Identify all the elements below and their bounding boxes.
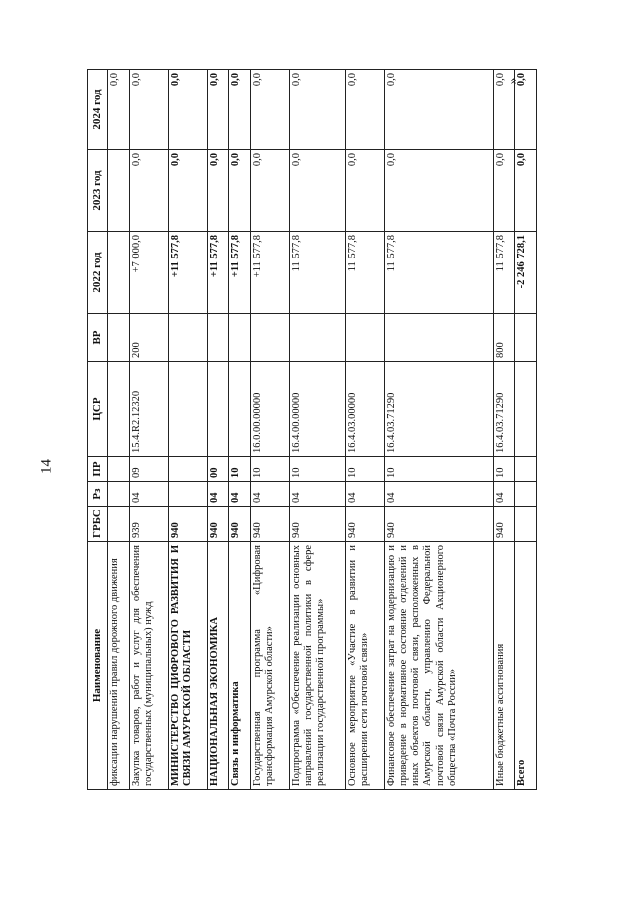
row-2023: 0,0 (168, 150, 207, 232)
row-rz: 04 (493, 482, 515, 507)
row-rz: 04 (207, 482, 229, 507)
row-2024: 0,0 (515, 70, 537, 150)
row-pr: 10 (229, 457, 251, 482)
row-2023: 0,0 (515, 150, 537, 232)
row-vr: 800 (493, 314, 515, 362)
row-grbs: 940 (493, 507, 515, 542)
table-row (229, 70, 251, 790)
row-csr (207, 362, 229, 457)
row-rz: 04 (385, 482, 493, 507)
row-csr: 16.4.03.71290 (385, 362, 493, 457)
row-vr (207, 314, 229, 362)
row-2022: +7 000,0 (129, 232, 168, 314)
row-2022: +11 577,8 (207, 232, 229, 314)
row-rz: 04 (250, 482, 289, 507)
row-name: НАЦИОНАЛЬНАЯ ЭКОНОМИКА (207, 542, 229, 790)
row-vr: 200 (129, 314, 168, 362)
row-vr (229, 314, 251, 362)
row-2022: +11 577,8 (168, 232, 207, 314)
row-grbs (108, 507, 130, 542)
page-number: 14 (38, 459, 55, 474)
header-2023: 2023 год (88, 150, 108, 232)
row-rz: 04 (129, 482, 168, 507)
row-vr (515, 314, 537, 362)
row-pr: 00 (207, 457, 229, 482)
closing-quote-mark: » (504, 77, 520, 85)
row-grbs: 940 (168, 507, 207, 542)
row-csr: 16.4.03.00000 (346, 362, 385, 457)
row-name: Иные бюджетные ассигнования (493, 542, 515, 790)
row-2022: +11 577,8 (229, 232, 251, 314)
row-pr: 10 (289, 457, 345, 482)
row-csr (229, 362, 251, 457)
table-row (289, 70, 345, 790)
table-row (385, 70, 493, 790)
row-rz: 04 (346, 482, 385, 507)
table-row (108, 70, 130, 790)
row-2024: 0,0 (207, 70, 229, 150)
row-2023: 0,0 (385, 150, 493, 232)
row-csr (108, 362, 130, 457)
row-grbs: 940 (346, 507, 385, 542)
row-2022: 11 577,8 (346, 232, 385, 314)
row-pr: 10 (385, 457, 493, 482)
row-vr (289, 314, 345, 362)
row-rz (515, 482, 537, 507)
row-grbs (515, 507, 537, 542)
row-pr (515, 457, 537, 482)
row-2024: 0,0 (108, 70, 130, 150)
row-2023: 0,0 (346, 150, 385, 232)
table-row (207, 70, 229, 790)
row-vr (346, 314, 385, 362)
row-vr (385, 314, 493, 362)
row-vr (250, 314, 289, 362)
row-pr: 10 (493, 457, 515, 482)
row-2023: 0,0 (493, 150, 515, 232)
row-csr: 16.4.00.00000 (289, 362, 345, 457)
header-rz: Рз (88, 482, 108, 507)
row-2023: 0,0 (250, 150, 289, 232)
row-2024: 0,0 (493, 70, 515, 150)
table-row (493, 70, 515, 790)
row-grbs: 940 (289, 507, 345, 542)
row-csr (515, 362, 537, 457)
row-grbs: 939 (129, 507, 168, 542)
row-pr: 10 (346, 457, 385, 482)
row-rz (168, 482, 207, 507)
row-csr: 15.4.R2.12320 (129, 362, 168, 457)
row-2024: 0,0 (250, 70, 289, 150)
rotated-budget-table-container (87, 70, 537, 790)
row-2022: 11 577,8 (385, 232, 493, 314)
row-vr (168, 314, 207, 362)
header-grbs: ГРБС (88, 507, 108, 542)
row-2023: 0,0 (129, 150, 168, 232)
table-row (168, 70, 207, 790)
row-2022: 11 577,8 (493, 232, 515, 314)
header-2024: 2024 год (88, 70, 108, 150)
row-name: МИНИСТЕРСТВО ЦИФРОВОГО РАЗВИТИЯ И СВЯЗИ АМУРСКОЙ ОБЛАСТИ (168, 542, 207, 790)
row-2023: 0,0 (207, 150, 229, 232)
row-2022 (108, 232, 130, 314)
row-name: Государственная программа «Цифровая трансформация Амурской области» (250, 542, 289, 790)
row-pr (168, 457, 207, 482)
budget-table (87, 69, 537, 790)
row-csr (168, 362, 207, 457)
row-csr: 16.4.03.71290 (493, 362, 515, 457)
row-grbs: 940 (250, 507, 289, 542)
row-csr: 16.0.00.00000 (250, 362, 289, 457)
row-grbs: 940 (385, 507, 493, 542)
row-2022: +11 577,8 (250, 232, 289, 314)
row-2024: 0,0 (289, 70, 345, 150)
row-name: Основное мероприятие «Участие в развитии и расширении сети почтовой связи» (346, 542, 385, 790)
row-2024: 0,0 (346, 70, 385, 150)
row-2023: 0,0 (289, 150, 345, 232)
header-name: Наименование (88, 542, 108, 790)
row-rz: 04 (289, 482, 345, 507)
row-pr: 10 (250, 457, 289, 482)
row-name: Всего (515, 542, 537, 790)
table-row (129, 70, 168, 790)
row-2024: 0,0 (385, 70, 493, 150)
row-name: Связь и информатика (229, 542, 251, 790)
row-name: фиксации нарушений правил дорожного движения (108, 542, 130, 790)
header-vr: ВР (88, 314, 108, 362)
row-2024: 0,0 (229, 70, 251, 150)
row-rz: 04 (229, 482, 251, 507)
row-grbs: 940 (207, 507, 229, 542)
table-header-row (88, 70, 108, 790)
header-2022: 2022 год (88, 232, 108, 314)
row-name: Закупка товаров, работ и услуг для обеспечения государственных (муниципальных) нужд (129, 542, 168, 790)
row-pr: 09 (129, 457, 168, 482)
row-name: Финансовое обеспечение затрат на модернизацию и приведение в нормативное состояние отделений и иных объектов почтовой связи, расположенных в Амурской области, управлению Федеральной почтовой связи Амурской области Акционерного общества «Почта России» (385, 542, 493, 790)
row-2024: 0,0 (129, 70, 168, 150)
row-grbs: 940 (229, 507, 251, 542)
header-csr: ЦСР (88, 362, 108, 457)
row-2023 (108, 150, 130, 232)
row-2023: 0,0 (229, 150, 251, 232)
row-name: Подпрограмма «Обеспечение реализации основных направлений государственной политики в сфере реализации государственной программы» (289, 542, 345, 790)
header-pr: ПР (88, 457, 108, 482)
row-rz (108, 482, 130, 507)
row-2022: -2 246 728,1 (515, 232, 537, 314)
row-2022: 11 577,8 (289, 232, 345, 314)
table-row (346, 70, 385, 790)
row-pr (108, 457, 130, 482)
table-total-row (515, 70, 537, 790)
table-row (250, 70, 289, 790)
row-vr (108, 314, 130, 362)
row-2024: 0,0 (168, 70, 207, 150)
